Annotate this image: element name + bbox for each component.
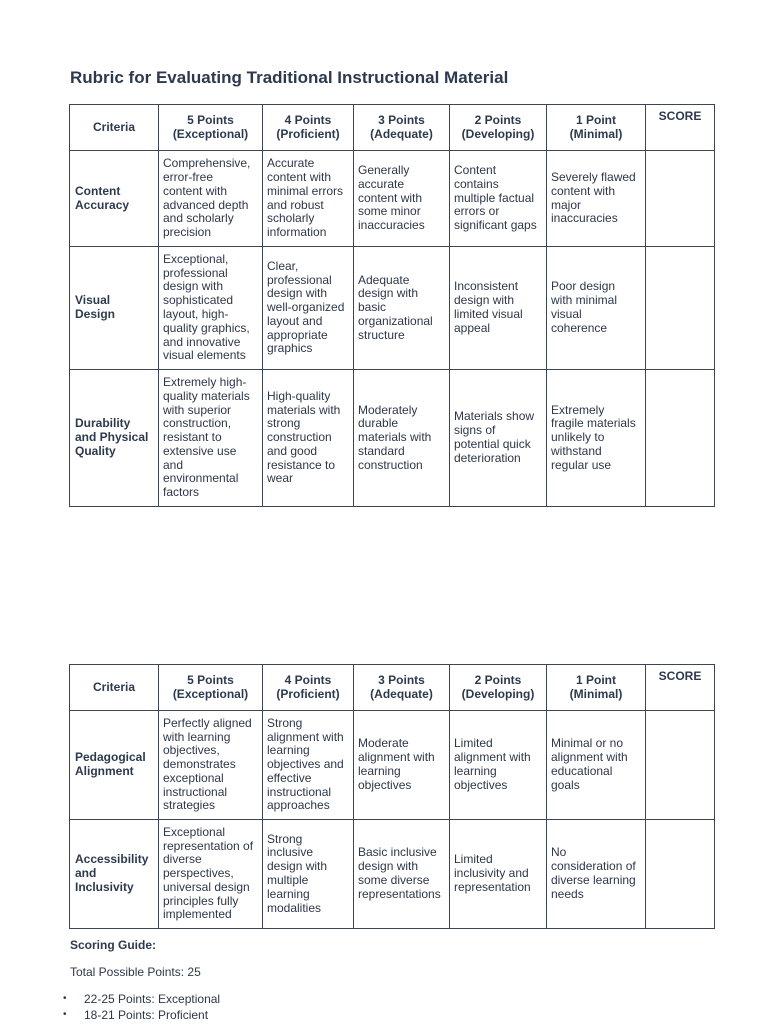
bullet-icon: • [63,1009,67,1020]
table-row [70,247,715,370]
text-line: multiple factual [454,190,535,205]
criteria-cell [70,711,159,820]
text-line: Accurate [267,156,315,171]
text-line: implemented [163,907,232,922]
text-line: (Proficient) [276,686,340,701]
text-line: (Adequate) [370,126,433,141]
text-line: wear [267,471,294,486]
text-line: precision [163,225,212,240]
text-line: design with [358,859,419,874]
text-line: with superior [163,402,232,417]
text-line: errors or [454,204,500,219]
text-line: with learning [163,729,231,744]
column-header-2-points [450,665,547,711]
text-line: content with [551,183,616,198]
rating-cell-1-points [547,711,646,820]
text-line: multiple [267,873,309,887]
scoring-guide-list [63,991,221,1023]
text-line: effective [267,770,312,785]
text-line: resistant to [163,430,222,445]
column-header-score: SCORE [646,665,715,711]
text-line: error-free [163,169,214,184]
text-line: inclusive [267,845,314,860]
page-title: Rubric for Evaluating Traditional Instructional Material [70,68,509,87]
text-line: potential quick [454,437,531,451]
text-line: Clear, [267,258,299,273]
text-line: principles fully [163,893,239,908]
text-line: Accessibility [75,852,149,867]
text-line: deterioration [454,450,521,465]
text-line: construction [358,457,423,472]
text-line: diverse learning [551,873,636,887]
text-line: Design [75,307,116,321]
scoring-guide-title: Scoring Guide: [70,938,157,952]
column-header-criteria: Criteria [70,105,159,151]
text-line: signs of [454,423,496,438]
text-line: and good [267,443,318,458]
text-line: Perfectly aligned [163,715,252,730]
text-line: instructional [163,784,228,799]
text-line: (Exceptional) [172,126,249,141]
text-line: factors [163,485,200,500]
text-line: graphics [267,341,313,356]
text-line: 1 Point [575,672,616,687]
text-line: Comprehensive, [163,156,251,171]
text-line: materials with [358,430,432,445]
rating-cell-4-points [263,711,354,820]
text-line: objectives, [163,743,220,758]
text-line: Visual [75,293,111,308]
rating-cell-4-points [263,151,354,247]
column-header-score: SCORE [646,105,715,151]
text-line: universal design [163,879,250,894]
text-line: Content [75,183,121,198]
column-header-4-points [263,105,354,151]
text-line: some minor [358,204,421,219]
text-line: significant gaps [454,218,537,233]
text-line: demonstrates [163,757,236,772]
text-line: advanced depth [163,197,249,212]
text-line: (Developing) [461,686,535,701]
text-line: withstand [551,443,602,458]
text-line: organizational [358,313,433,328]
text-line: Strong [267,715,303,730]
score-cell[interactable] [646,151,715,247]
rating-cell-2-points [450,151,547,247]
text-line: exceptional [163,770,224,785]
text-line: Durability [75,416,131,431]
text-line: Materials show [454,409,535,424]
text-line: (Adequate) [370,686,433,701]
text-line: extensive use [163,443,237,458]
text-line: environmental [163,471,239,486]
text-line: 5 Points [187,672,234,687]
column-header-5-points [159,105,263,151]
header-row [70,105,715,151]
text-line: 3 Points [378,672,425,687]
text-line: quality graphics, [163,320,250,335]
text-line: (Proficient) [276,126,340,141]
text-line: appeal [454,320,491,335]
text-line: professional [267,272,332,287]
text-line: coherence [551,320,608,335]
header-row [70,665,715,711]
text-line: and innovative [163,334,241,349]
text-line: Extremely high- [163,374,247,389]
text-line: High-quality [267,388,331,403]
text-line: Extremely [551,402,605,417]
text-line: strong [267,416,301,431]
text-line: design with [358,286,419,301]
rating-cell-4-points [263,820,354,929]
text-line: basic [358,300,387,315]
column-header-2-points [450,105,547,151]
text-line: limited visual [454,307,523,321]
text-line: instructional [267,784,332,799]
rating-cell-2-points [450,820,547,929]
text-line: alignment with [454,750,531,765]
rating-cell-3-points [354,151,450,247]
text-line: content with [267,169,332,184]
column-header-1-point [547,665,646,711]
text-line: 3 Points [378,112,425,127]
text-line: Severely flawed [551,169,636,184]
text-line: learning [267,886,310,901]
text-line: 4 Points [284,112,332,127]
text-line: appropriate [267,327,328,342]
text-line: strategies [163,798,216,813]
text-line: (Developing) [461,126,535,141]
text-line: quality materials [163,388,250,403]
text-line: accurate [358,176,405,191]
total-points: Total Possible Points: 25 [70,965,201,979]
rubric-table-2 [69,664,715,929]
column-header-criteria: Criteria [70,665,159,711]
text-line: design with [163,279,224,294]
rating-cell-3-points [354,247,450,370]
text-line: design with [267,859,328,874]
table-row [70,820,715,929]
list-item [63,991,221,1007]
text-line: with minimal [551,293,618,308]
text-line: Content [454,163,497,177]
text-line: design with [454,293,515,308]
text-line: Quality [75,443,116,458]
text-line: layout and [267,313,323,328]
text-line: information [267,225,327,240]
text-line: Moderate [358,736,409,751]
criteria-cell [70,247,159,370]
rating-cell-2-points [450,370,547,507]
text-line: materials with [267,402,341,417]
text-line: visual [551,307,582,321]
column-header-5-points [159,665,263,711]
text-line: content with [358,190,423,205]
rating-cell-1-points [547,247,646,370]
text-line: resistance to [267,457,336,472]
text-line: inclusivity and [454,866,529,881]
table-row [70,151,715,247]
rating-cell-3-points [354,711,450,820]
text-line: Exceptional [163,824,226,839]
text-line: 1 Point [575,112,616,127]
table-row [70,370,715,507]
text-line: consideration of [551,859,636,874]
list-item-label: 22-25 Points: Exceptional [84,992,221,1006]
criteria-cell [70,151,159,247]
rating-cell-1-points [547,370,646,507]
text-line: content with [163,183,228,198]
text-line: Limited [454,736,493,751]
text-line: 2 Points [474,672,522,687]
text-line: Generally [358,163,410,177]
rating-cell-1-points [547,820,646,929]
text-line: goals [551,777,580,792]
text-line: objectives [358,777,412,792]
text-line: Moderately [358,402,418,417]
text-line: well-organized [267,300,345,315]
text-line: approaches [267,798,330,813]
rating-cell-2-points [450,247,547,370]
text-line: 2 Points [474,112,522,127]
text-line: alignment with [267,729,344,744]
column-header-3-points [354,665,450,711]
text-line: standard [358,443,405,458]
rating-cell-3-points [354,370,450,507]
list-item-label: 18-21 Points: Proficient [84,1008,209,1022]
rating-cell-1-points [547,151,646,247]
text-line: design with [267,286,328,301]
rating-cell-4-points [263,247,354,370]
text-line: (Minimal) [569,686,623,701]
text-line: (Exceptional) [172,686,249,701]
text-line: inaccuracies [358,218,425,233]
table-row [70,711,715,820]
rating-cell-3-points [354,820,450,929]
text-line: No [551,845,567,860]
text-line: construction, [163,416,232,431]
text-line: representations [358,886,441,901]
list-item [63,1007,220,1023]
text-line: construction [267,430,332,445]
rating-cell-5-points [159,820,263,929]
text-line: and Physical [75,430,149,445]
rubric-table-1 [69,104,715,507]
text-line: contains [454,176,499,191]
text-line: and scholarly [163,211,234,226]
rating-cell-5-points [159,370,263,507]
score-cell[interactable] [646,247,715,370]
text-line: Poor design [551,279,616,294]
text-line: durable [358,416,399,431]
bullet-icon: • [63,993,67,1004]
text-line: representation of [163,838,254,853]
column-header-1-point [547,105,646,151]
text-line: Inclusivity [75,879,134,894]
criteria-cell [70,820,159,929]
text-line: some diverse [358,873,430,887]
text-line: Alignment [75,764,134,778]
text-line: visual elements [163,348,246,363]
text-line: Pedagogical [75,750,146,765]
text-line: layout, high- [163,307,229,321]
text-line: and [163,457,184,472]
score-cell[interactable] [646,820,715,929]
column-header-4-points [263,665,354,711]
rating-cell-2-points [450,711,547,820]
text-line: perspectives, [163,866,234,881]
text-line: alignment with [551,750,628,765]
text-line: unlikely to [551,430,605,445]
text-line: and robust [267,197,324,212]
rating-cell-5-points [159,151,263,247]
text-line: diverse [163,852,202,867]
text-line: Adequate [358,272,410,287]
text-line: learning [267,743,310,758]
text-line: modalities [267,900,322,915]
text-line: Accuracy [75,197,130,212]
text-line: (Minimal) [569,126,623,141]
text-line: learning [454,764,497,778]
text-line: structure [358,327,405,342]
rating-cell-5-points [159,247,263,370]
text-line: educational [551,764,613,778]
text-line: professional [163,265,228,280]
text-line: regular use [551,457,612,472]
text-line: representation [454,879,531,894]
text-line: Inconsistent [454,279,519,294]
text-line: objectives and [267,757,344,772]
text-line: objectives [454,777,508,792]
text-line: inaccuracies [551,211,618,226]
score-cell[interactable] [646,370,715,507]
text-line: major [551,197,582,212]
text-line: fragile materials [551,416,636,431]
text-line: Limited [454,852,493,867]
text-line: Exceptional, [163,251,229,266]
criteria-cell [70,370,159,507]
column-header-3-points [354,105,450,151]
rating-cell-4-points [263,370,354,507]
text-line: minimal errors [267,183,344,198]
text-line: Strong [267,831,303,846]
text-line: sophisticated [163,293,234,308]
text-line: Basic inclusive [358,845,437,860]
text-line: 4 Points [284,672,332,687]
text-line: learning [358,764,401,778]
text-line: 5 Points [187,112,234,127]
text-line: and [75,866,97,881]
text-line: alignment with [358,750,435,765]
rating-cell-5-points [159,711,263,820]
text-line: needs [551,886,584,901]
text-line: scholarly [267,211,315,226]
text-line: Minimal or no [551,736,624,751]
score-cell[interactable] [646,711,715,820]
